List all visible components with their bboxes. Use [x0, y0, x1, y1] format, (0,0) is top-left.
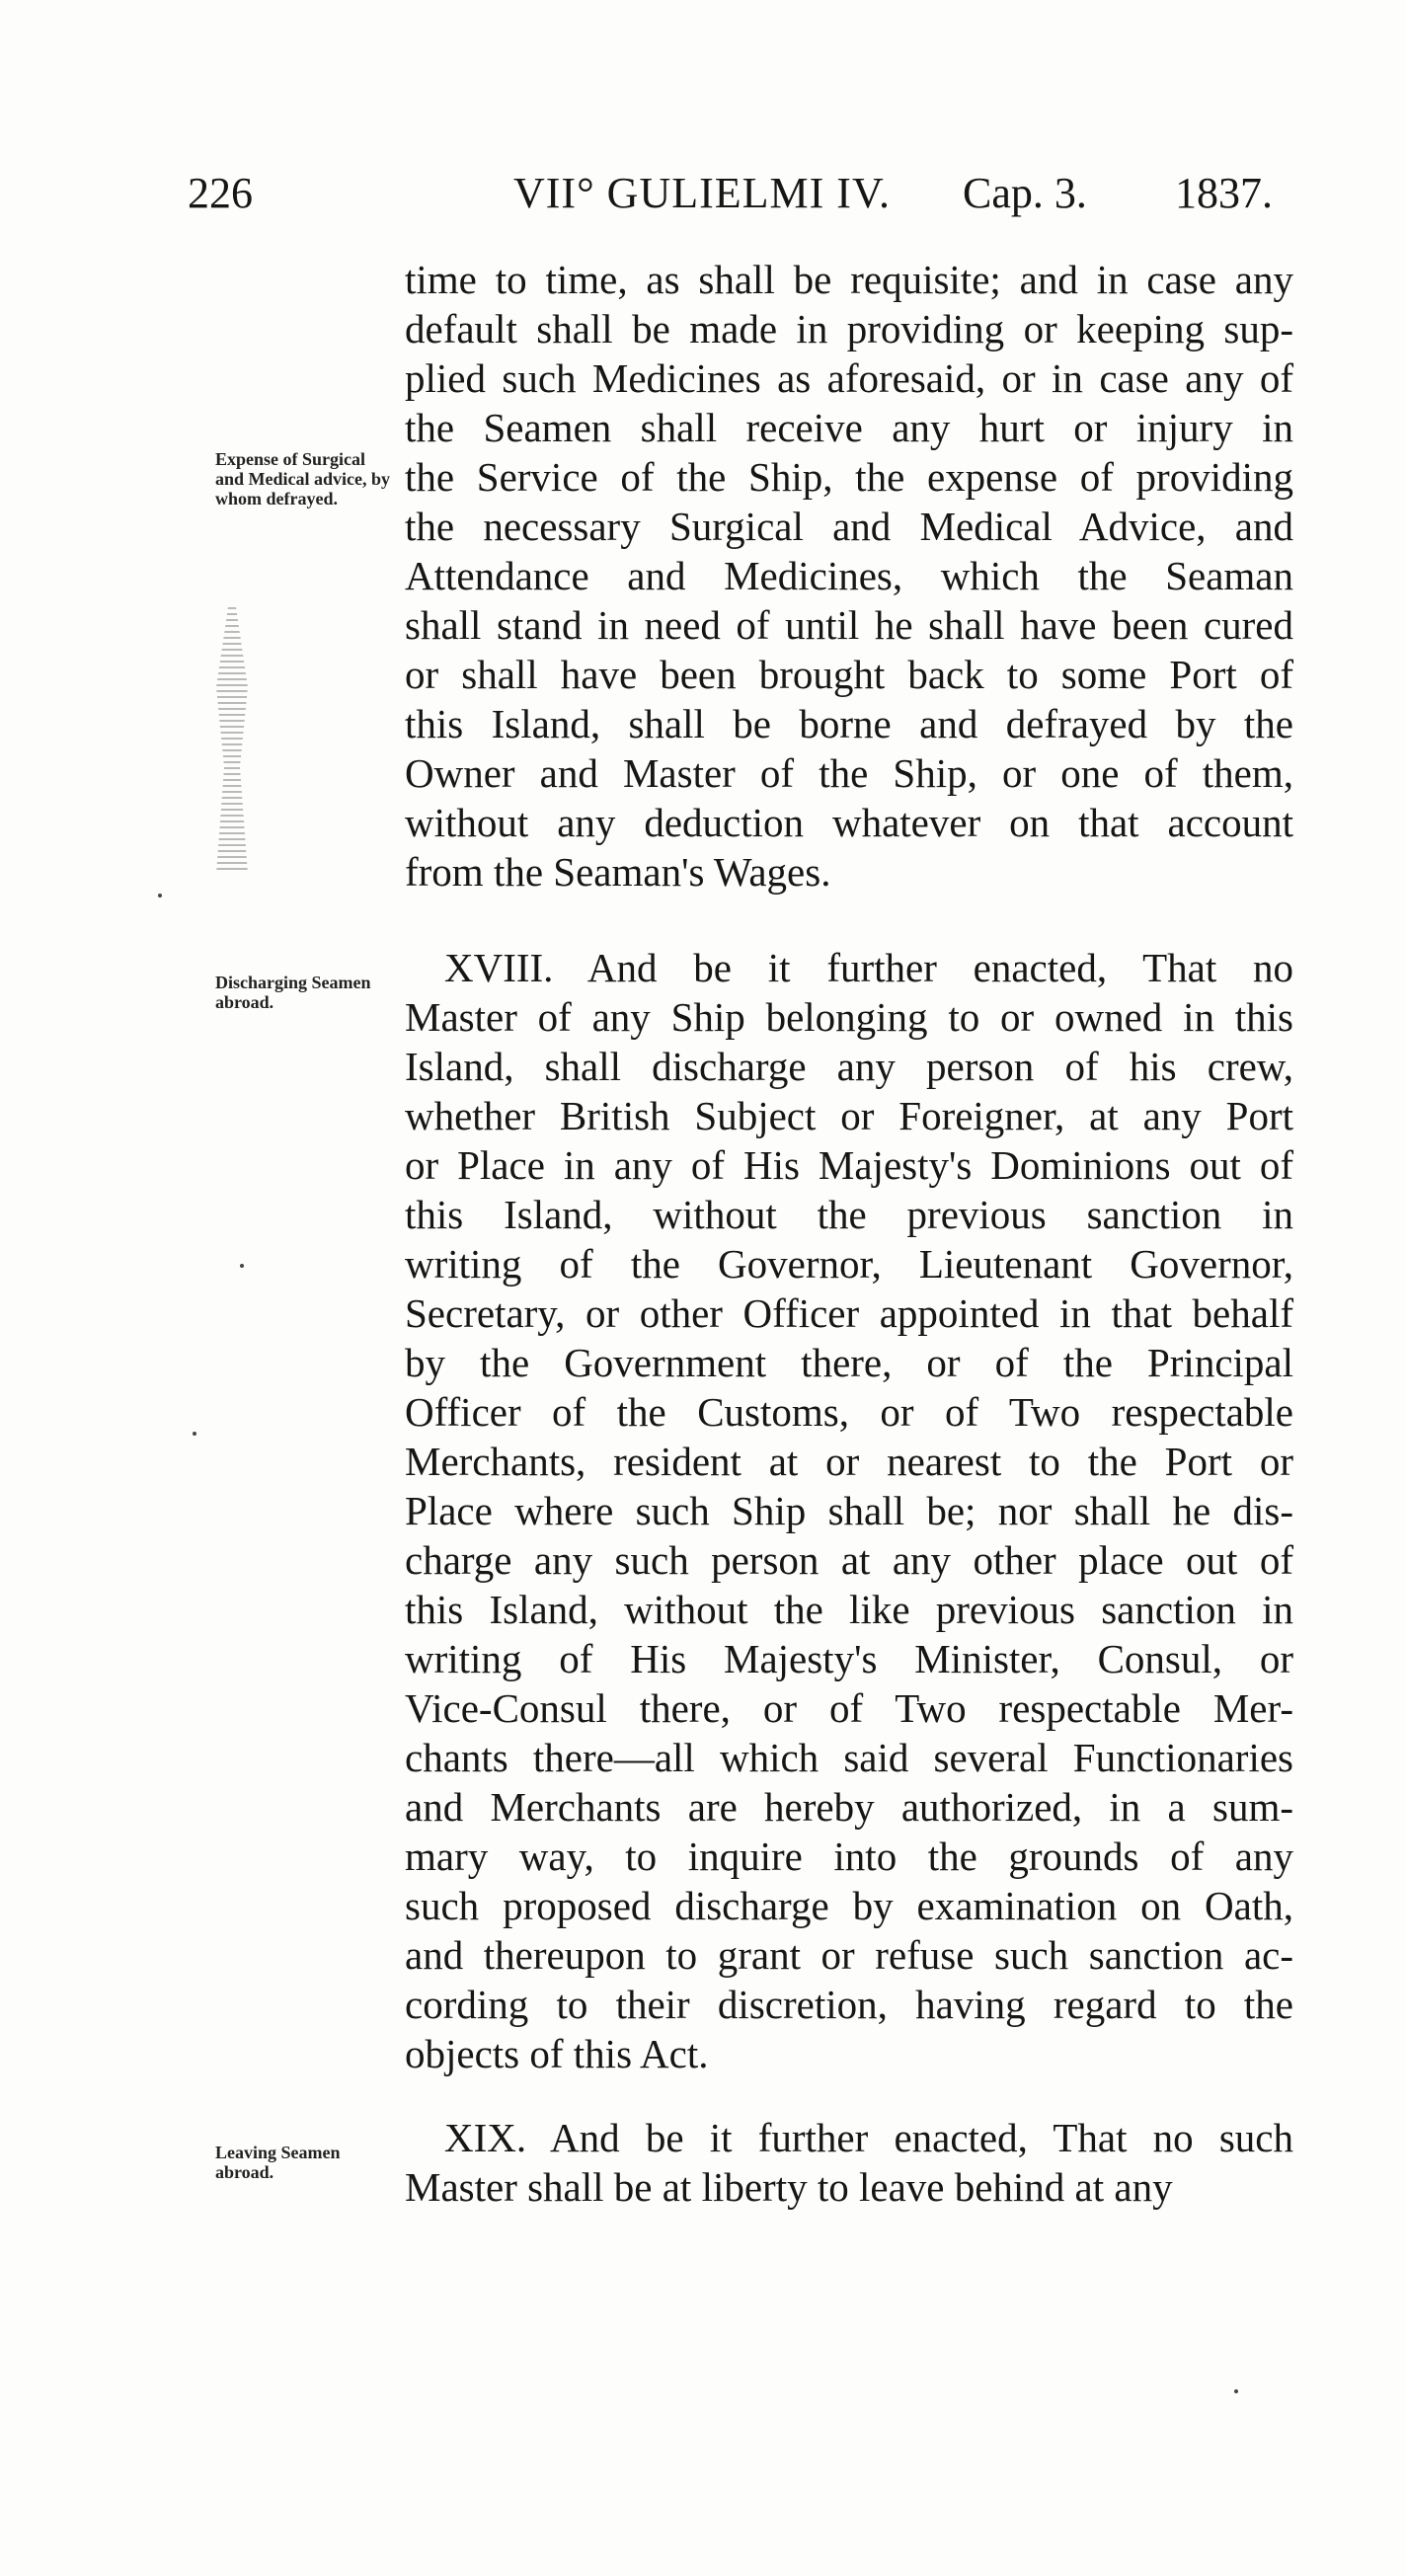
text-line: without any deduction whatever on that account — [405, 800, 1293, 845]
text-line: mary way, to inquire into the grounds of any — [405, 1834, 1293, 1879]
margin-note-discharging: Discharging Seamen abroad. — [215, 973, 371, 1012]
text-line: or Place in any of His Majesty's Dominions out of — [405, 1142, 1293, 1188]
paragraph-continuation — [405, 255, 1293, 897]
page-header — [188, 168, 1293, 227]
chapter-label: Cap. 3. — [963, 169, 1087, 217]
text-line: the Seamen shall receive any hurt or injury in — [405, 405, 1293, 450]
text-line: Island, shall discharge any person of his crew, — [405, 1044, 1293, 1089]
text-line: the necessary Surgical and Medical Advice, and — [405, 504, 1293, 549]
text-line: Place where such Ship shall be; nor shall he dis- — [405, 1488, 1293, 1533]
text-line: Officer of the Customs, or of Two respectable — [405, 1389, 1293, 1435]
text-line: shall stand in need of until he shall have been cured — [405, 602, 1293, 648]
running-title: VII° GULIELMI IV. — [513, 169, 892, 217]
text-line: Secretary, or other Officer appointed in that behalf — [405, 1290, 1293, 1336]
section-xviii — [405, 943, 1293, 2078]
speck — [193, 1432, 196, 1436]
margin-note-expense: Expense of Surgical and Medical advice, by whom defrayed. — [215, 449, 391, 508]
speck — [240, 1264, 244, 1268]
text-line: plied such Medicines as aforesaid, or in case any of — [405, 355, 1293, 401]
text-line: XVIII. And be it further enacted, That no — [444, 945, 1293, 990]
year-label: 1837. — [1175, 169, 1273, 217]
text-line: Master of any Ship belonging to or owned in this — [405, 994, 1293, 1040]
text-line: this Island, without the previous sanction in — [405, 1192, 1293, 1237]
text-line: chants there—all which said several Functionaries — [405, 1735, 1293, 1780]
section-xix — [405, 2113, 1293, 2212]
text-line: time to time, as shall be requisite; and in case any — [405, 257, 1293, 302]
text-line: this Island, without the like previous sanction in — [405, 1587, 1293, 1632]
text-line: writing of His Majesty's Minister, Consul, or — [405, 1636, 1293, 1681]
text-line: Attendance and Medicines, which the Seaman — [405, 553, 1293, 598]
text-line: whether British Subject or Foreigner, at any Port — [405, 1093, 1293, 1138]
text-line: and thereupon to grant or refuse such sanction ac- — [405, 1932, 1293, 1978]
text-line: charge any such person at any other place out of — [405, 1537, 1293, 1583]
margin-note-leaving: Leaving Seamen abroad. — [215, 2143, 341, 2182]
text-line: writing of the Governor, Lieutenant Governor, — [405, 1241, 1293, 1287]
page-number: 226 — [188, 169, 253, 217]
text-line: Owner and Master of the Ship, or one of them, — [405, 750, 1293, 796]
text-line: or shall have been brought back to some Port of — [405, 652, 1293, 697]
text-line: objects of this Act. — [405, 2031, 709, 2076]
text-line: Merchants, resident at or nearest to the Port or — [405, 1439, 1293, 1484]
speck — [1234, 2389, 1238, 2393]
text-line: this Island, shall be borne and defrayed by the — [405, 701, 1293, 746]
text-line: Vice-Consul there, or of Two respectable Mer- — [405, 1685, 1293, 1731]
printer-ornament — [212, 607, 252, 874]
speck — [158, 894, 162, 898]
text-line: default shall be made in providing or keeping sup- — [405, 306, 1293, 351]
text-line: XIX. And be it further enacted, That no such — [444, 2115, 1293, 2160]
text-line: and Merchants are hereby authorized, in a sum- — [405, 1784, 1293, 1830]
text-line: such proposed discharge by examination on Oath, — [405, 1883, 1293, 1928]
text-line: the Service of the Ship, the expense of providing — [405, 454, 1293, 500]
text-line: cording to their discretion, having regard to the — [405, 1982, 1293, 2027]
text-line: Master shall be at liberty to leave behind at any — [405, 2164, 1173, 2210]
text-line: by the Government there, or of the Principal — [405, 1340, 1293, 1385]
text-line: from the Seaman's Wages. — [405, 849, 831, 895]
